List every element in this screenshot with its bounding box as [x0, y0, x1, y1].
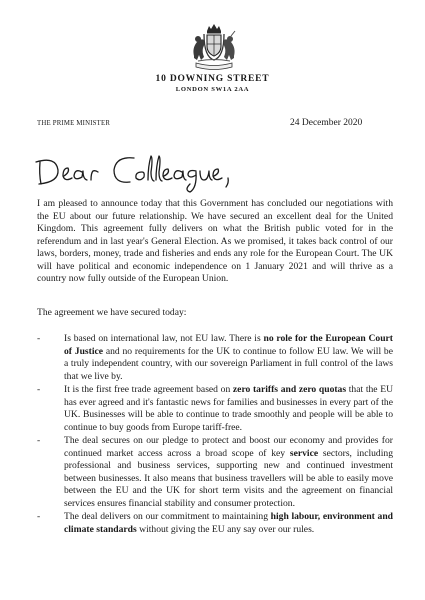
list-dash: -: [37, 511, 41, 522]
item-emphasis: service: [289, 447, 319, 459]
body-paragraph: I am pleased to announce today that this Government has concluded our negotiations with the EU about our future relationship. We have secured an excellent deal for the United Kingdom. This agreement fully delivers on what the British public voted for in the referendum and in last year's General Election. As we promised, it takes back control of our laws, borders, money, trade and fisheries and ends any role for the European Court. The UK will have political and economic independence on 1 January 2021 and will thrive as a country now fully outside of the European Union.: [37, 198, 393, 284]
royal-coat-of-arms-icon: [188, 22, 240, 74]
item-text: and no requirements for the UK to continue to follow EU law. We will be a truly independent country, with our sovereign Parliament in full control of the laws that we live by.: [64, 345, 393, 382]
commitments-list: [37, 333, 393, 537]
item-emphasis: no role for the European Court of Justice: [64, 333, 394, 357]
item-emphasis: high labour, environment and climate standards: [64, 511, 393, 535]
handwritten-salutation: [30, 150, 240, 195]
item-text: without giving the EU any say over our rules.: [136, 523, 315, 535]
item-emphasis: zero tariffs and zero quotas: [232, 384, 347, 395]
item-text: Is based on international law, not EU law. There is: [64, 333, 264, 344]
body-paragraph: The agreement we have secured today:: [37, 307, 187, 318]
list-item: [37, 511, 393, 536]
item-text: The deal secures on our pledge to protect and boost our economy and provides for continued market access across a broad scope of key: [64, 435, 393, 459]
letter-date: 24 December 2020: [290, 118, 363, 128]
list-item: [37, 333, 393, 383]
list-dash: -: [37, 435, 41, 446]
item-text: The deal delivers on our commitment to maintaining: [64, 511, 271, 522]
item-text: sectors, including professional and business services, supporting new and continued investment between businesses. It also means that business travellers will be able to easily move between the EU and the UK for short term visits and the agreement on financial services ensures financial stability and consumer protection.: [64, 447, 393, 509]
address-line-1: 10 DOWNING STREET: [155, 74, 270, 84]
list-dash: -: [37, 333, 41, 344]
item-text: It is the first free trade agreement based on: [64, 384, 233, 395]
address-line-2: LONDON SW1A 2AA: [175, 86, 250, 93]
list-dash: -: [37, 384, 41, 395]
list-item: [37, 435, 393, 510]
item-text: that the EU has ever agreed and it's fantastic news for families and businesses in every part of the UK. Businesses will be able to continue to trade smoothly and people will be able to continue to buy goods from Europe tariff-free.: [64, 384, 393, 433]
sender-title: THE PRIME MINISTER: [37, 120, 111, 127]
list-item: [37, 384, 393, 434]
